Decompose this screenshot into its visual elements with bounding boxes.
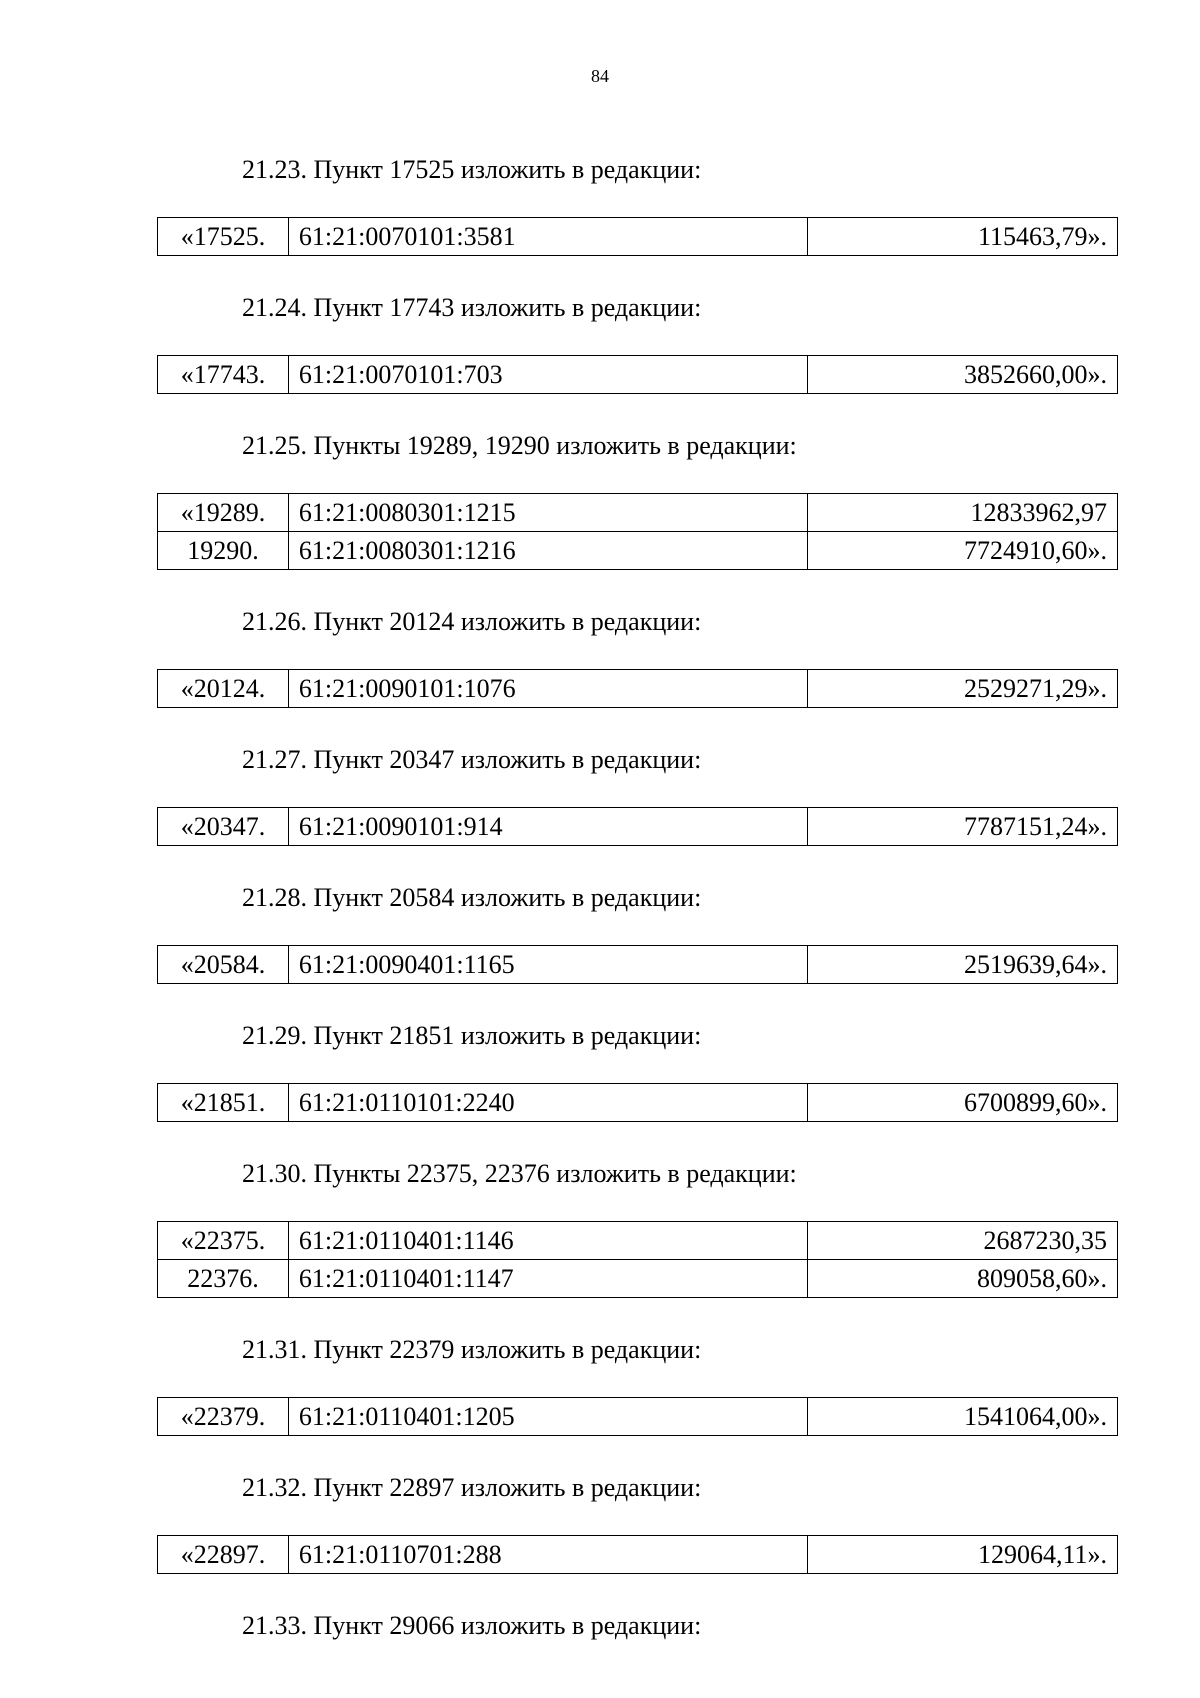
table-row [158,1398,1118,1436]
table-row [158,1536,1118,1574]
value-cell: 129064,11». [808,1536,1118,1574]
table-row [158,494,1118,532]
item-number-cell: «22379. [158,1398,289,1436]
amendment-table [157,1535,1118,1574]
item-number-cell: «20347. [158,808,289,846]
paragraph-heading: 21.24. Пункт 17743 изложить в редакции: [242,293,702,322]
table-row [158,946,1118,984]
table-row [158,218,1118,256]
item-number-cell: «19289. [158,494,289,532]
item-number-cell: «21851. [158,1084,289,1122]
value-cell: 3852660,00». [808,356,1118,394]
amendment-table [157,807,1118,846]
value-cell: 1541064,00». [808,1398,1118,1436]
paragraph-heading: 21.32. Пункт 22897 изложить в редакции: [242,1473,702,1502]
item-number-cell: «17743. [158,356,289,394]
amendment-table [157,355,1118,394]
amendment-table [157,217,1118,256]
paragraph-heading: 21.31. Пункт 22379 изложить в редакции: [242,1335,702,1364]
cadastral-number-cell: 61:21:0110401:1146 [288,1222,807,1260]
item-number-cell: «22375. [158,1222,289,1260]
table-row [158,356,1118,394]
amendment-table [157,1083,1118,1122]
item-number-cell: 19290. [158,532,289,570]
cadastral-number-cell: 61:21:0110701:288 [288,1536,807,1574]
paragraph-heading: 21.27. Пункт 20347 изложить в редакции: [242,745,702,774]
table-row [158,1222,1118,1260]
value-cell: 2519639,64». [808,946,1118,984]
paragraph-heading: 21.28. Пункт 20584 изложить в редакции: [242,883,702,912]
cadastral-number-cell: 61:21:0090101:914 [288,808,807,846]
amendment-table [157,493,1118,570]
item-number-cell: 22376. [158,1260,289,1298]
paragraph-heading: 21.33. Пункт 29066 изложить в редакции: [242,1611,702,1640]
value-cell: 2529271,29». [808,670,1118,708]
value-cell: 809058,60». [808,1260,1118,1298]
cadastral-number-cell: 61:21:0110101:2240 [288,1084,807,1122]
amendment-table [157,945,1118,984]
table-row [158,670,1118,708]
table-row [158,1260,1118,1298]
table-row [158,1084,1118,1122]
cadastral-number-cell: 61:21:0070101:703 [288,356,807,394]
paragraph-heading: 21.29. Пункт 21851 изложить в редакции: [242,1021,702,1050]
item-number-cell: «20124. [158,670,289,708]
cadastral-number-cell: 61:21:0110401:1205 [288,1398,807,1436]
paragraph-heading: 21.26. Пункт 20124 изложить в редакции: [242,607,702,636]
cadastral-number-cell: 61:21:0070101:3581 [288,218,807,256]
paragraph-heading: 21.23. Пункт 17525 изложить в редакции: [242,155,702,184]
value-cell: 2687230,35 [808,1222,1118,1260]
amendment-table [157,1397,1118,1436]
cadastral-number-cell: 61:21:0080301:1215 [288,494,807,532]
cadastral-number-cell: 61:21:0080301:1216 [288,532,807,570]
value-cell: 6700899,60». [808,1084,1118,1122]
value-cell: 7724910,60». [808,532,1118,570]
page-number: 84 [591,66,609,86]
value-cell: 7787151,24». [808,808,1118,846]
item-number-cell: «20584. [158,946,289,984]
paragraph-heading: 21.25. Пункты 19289, 19290 изложить в редакции: [242,431,797,460]
table-row [158,808,1118,846]
value-cell: 12833962,97 [808,494,1118,532]
amendment-table [157,1221,1118,1298]
item-number-cell: «22897. [158,1536,289,1574]
value-cell: 115463,79». [808,218,1118,256]
paragraph-heading: 21.30. Пункты 22375, 22376 изложить в редакции: [242,1159,797,1188]
item-number-cell: «17525. [158,218,289,256]
table-row [158,532,1118,570]
amendment-table [157,669,1118,708]
cadastral-number-cell: 61:21:0110401:1147 [288,1260,807,1298]
cadastral-number-cell: 61:21:0090401:1165 [288,946,807,984]
cadastral-number-cell: 61:21:0090101:1076 [288,670,807,708]
